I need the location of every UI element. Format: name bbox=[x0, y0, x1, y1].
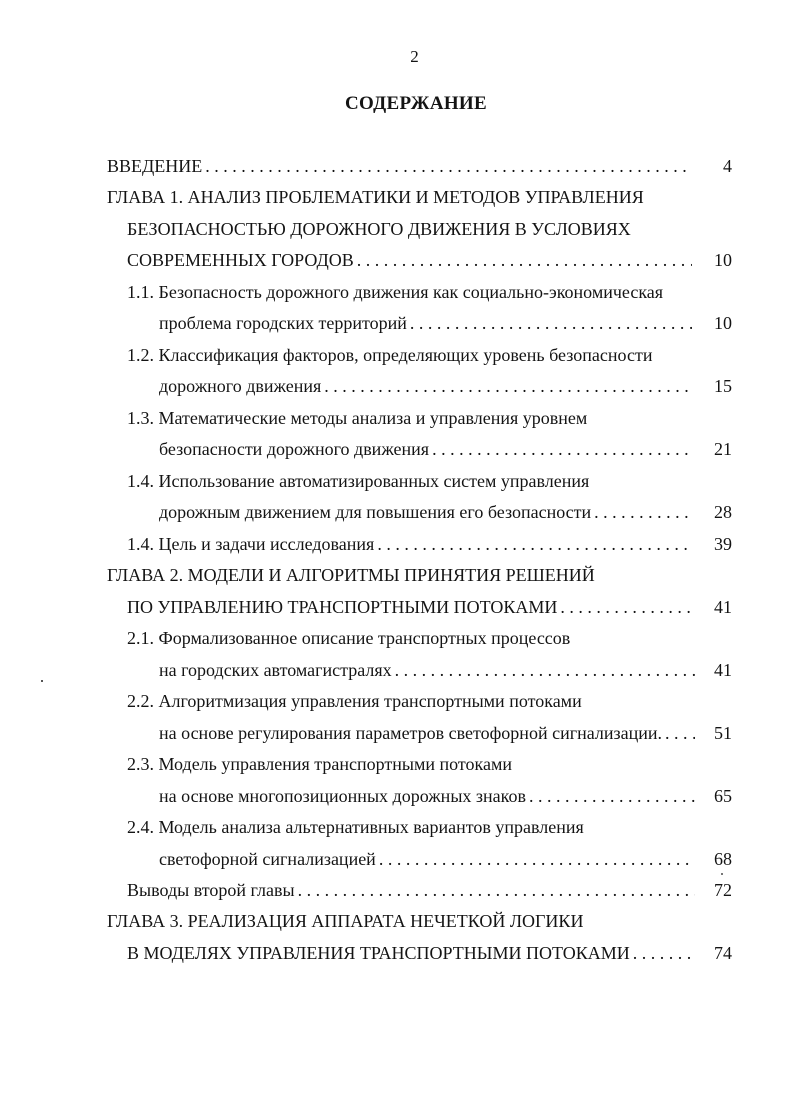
toc-entry-text: ВВЕДЕНИЕ bbox=[107, 156, 203, 176]
dot-leader bbox=[392, 658, 695, 682]
toc-page-ref: 15 bbox=[714, 376, 732, 396]
toc-section-1-4-line-1[interactable]: 1.4. Использование автоматизированных систем управления bbox=[127, 471, 590, 491]
toc-chapter-1-line-1[interactable]: ГЛАВА 1. АНАЛИЗ ПРОБЛЕМАТИКИ И МЕТОДОВ УПРАВЛЕНИЯ bbox=[107, 187, 644, 207]
toc-chapter-1-line-2[interactable]: БЕЗОПАСНОСТЬЮ ДОРОЖНОГО ДВИЖЕНИЯ В УСЛОВИЯХ bbox=[127, 219, 631, 239]
toc-entry-text: светофорной сигнализацией bbox=[159, 849, 376, 869]
toc-section-2-2-line-2[interactable] bbox=[159, 721, 695, 745]
toc-chapter-3-line-2[interactable] bbox=[127, 941, 695, 965]
toc-chapter-2-line-1[interactable]: ГЛАВА 2. МОДЕЛИ И АЛГОРИТМЫ ПРИНЯТИЯ РЕШЕНИЙ bbox=[107, 565, 595, 585]
toc-page-ref: 39 bbox=[714, 534, 732, 554]
toc-section-2-1-line-1[interactable]: 2.1. Формализованное описание транспортных процессов bbox=[127, 628, 571, 648]
toc-section-1-3-line-2[interactable] bbox=[159, 437, 692, 461]
toc-page-ref: 74 bbox=[714, 943, 732, 963]
toc-entry-text: безопасности дорожного движения bbox=[159, 439, 430, 459]
dot-leader bbox=[321, 374, 692, 398]
toc-page-ref: 65 bbox=[714, 786, 732, 806]
toc-entry-text: СОВРЕМЕННЫХ ГОРОДОВ bbox=[127, 250, 354, 270]
scan-speck bbox=[721, 873, 723, 875]
dot-leader bbox=[295, 878, 695, 902]
toc-entry-text: проблема городских территорий bbox=[159, 313, 407, 333]
toc-section-2-2-line-1[interactable]: 2.2. Алгоритмизация управления транспортными потоками bbox=[127, 691, 582, 711]
toc-entry-text: 1.4. Цель и задачи исследования bbox=[127, 534, 375, 554]
toc-page-ref: 72 bbox=[714, 880, 732, 900]
toc-section-1-4b[interactable] bbox=[127, 532, 692, 556]
toc-page-ref: 68 bbox=[714, 849, 732, 869]
toc-entry-text: на городских автомагистралях bbox=[159, 660, 392, 680]
toc-section-1-2-line-1[interactable]: 1.2. Классификация факторов, определяющих уровень безопасности bbox=[127, 345, 653, 365]
toc-section-1-4-line-2[interactable] bbox=[159, 500, 692, 524]
toc-entry-intro[interactable] bbox=[107, 154, 692, 178]
toc-section-2-4-line-2[interactable] bbox=[159, 847, 695, 871]
toc-page-ref: 21 bbox=[714, 439, 732, 459]
toc-entry-text: ПО УПРАВЛЕНИЮ ТРАНСПОРТНЫМИ ПОТОКАМИ bbox=[127, 597, 558, 617]
toc-chapter-2-line-2[interactable] bbox=[127, 595, 695, 619]
toc-entry-text: Выводы второй главы bbox=[127, 880, 295, 900]
toc-page-ref: 10 bbox=[714, 250, 732, 270]
toc-section-1-3-line-1[interactable]: 1.3. Математические методы анализа и управления уровнем bbox=[127, 408, 588, 428]
toc-entry-text: дорожного движения bbox=[159, 376, 322, 396]
dot-leader bbox=[429, 437, 692, 461]
toc-section-1-1-line-1[interactable]: 1.1. Безопасность дорожного движения как социально-экономическая bbox=[127, 282, 664, 302]
toc-title: СОДЕРЖАНИЕ bbox=[345, 93, 487, 114]
toc-section-2-3-line-1[interactable]: 2.3. Модель управления транспортными потоками bbox=[127, 754, 512, 774]
dot-leader bbox=[354, 248, 692, 272]
toc-entry-text: на основе регулирования параметров светофорной сигнализации. bbox=[159, 723, 662, 743]
toc-section-2-4-line-1[interactable]: 2.4. Модель анализа альтернативных вариантов управления bbox=[127, 817, 584, 837]
toc-entry-text: дорожным движением для повышения его безопасности bbox=[159, 502, 592, 522]
toc-entry-text: на основе многопозиционных дорожных знаков bbox=[159, 786, 526, 806]
toc-section-1-1-line-2[interactable] bbox=[159, 311, 692, 335]
toc-chapter-3-line-1[interactable]: ГЛАВА 3. РЕАЛИЗАЦИЯ АППАРАТА НЕЧЕТКОЙ ЛОГИКИ bbox=[107, 911, 584, 931]
toc-page-ref: 10 bbox=[714, 313, 732, 333]
toc-section-2-3-line-2[interactable] bbox=[159, 784, 695, 808]
toc-chapter-1-line-3[interactable] bbox=[127, 248, 692, 272]
toc-page-ref: 28 bbox=[714, 502, 732, 522]
dot-leader bbox=[526, 784, 695, 808]
dot-leader bbox=[407, 311, 692, 335]
toc-entry-text: В МОДЕЛЯХ УПРАВЛЕНИЯ ТРАНСПОРТНЫМИ ПОТОКАМИ bbox=[127, 943, 630, 963]
toc-page-ref: 4 bbox=[723, 156, 732, 176]
toc-page-ref: 41 bbox=[714, 660, 732, 680]
scan-speck bbox=[41, 680, 43, 682]
page-number: 2 bbox=[410, 47, 419, 66]
toc-chapter-2-conclusions[interactable] bbox=[127, 878, 695, 902]
toc-section-1-2-line-2[interactable] bbox=[159, 374, 692, 398]
toc-section-2-1-line-2[interactable] bbox=[159, 658, 695, 682]
toc-page-ref: 51 bbox=[714, 723, 732, 743]
dot-leader bbox=[376, 847, 695, 871]
dot-leader bbox=[374, 532, 692, 556]
toc-page-ref: 41 bbox=[714, 597, 732, 617]
dot-leader bbox=[202, 154, 692, 178]
